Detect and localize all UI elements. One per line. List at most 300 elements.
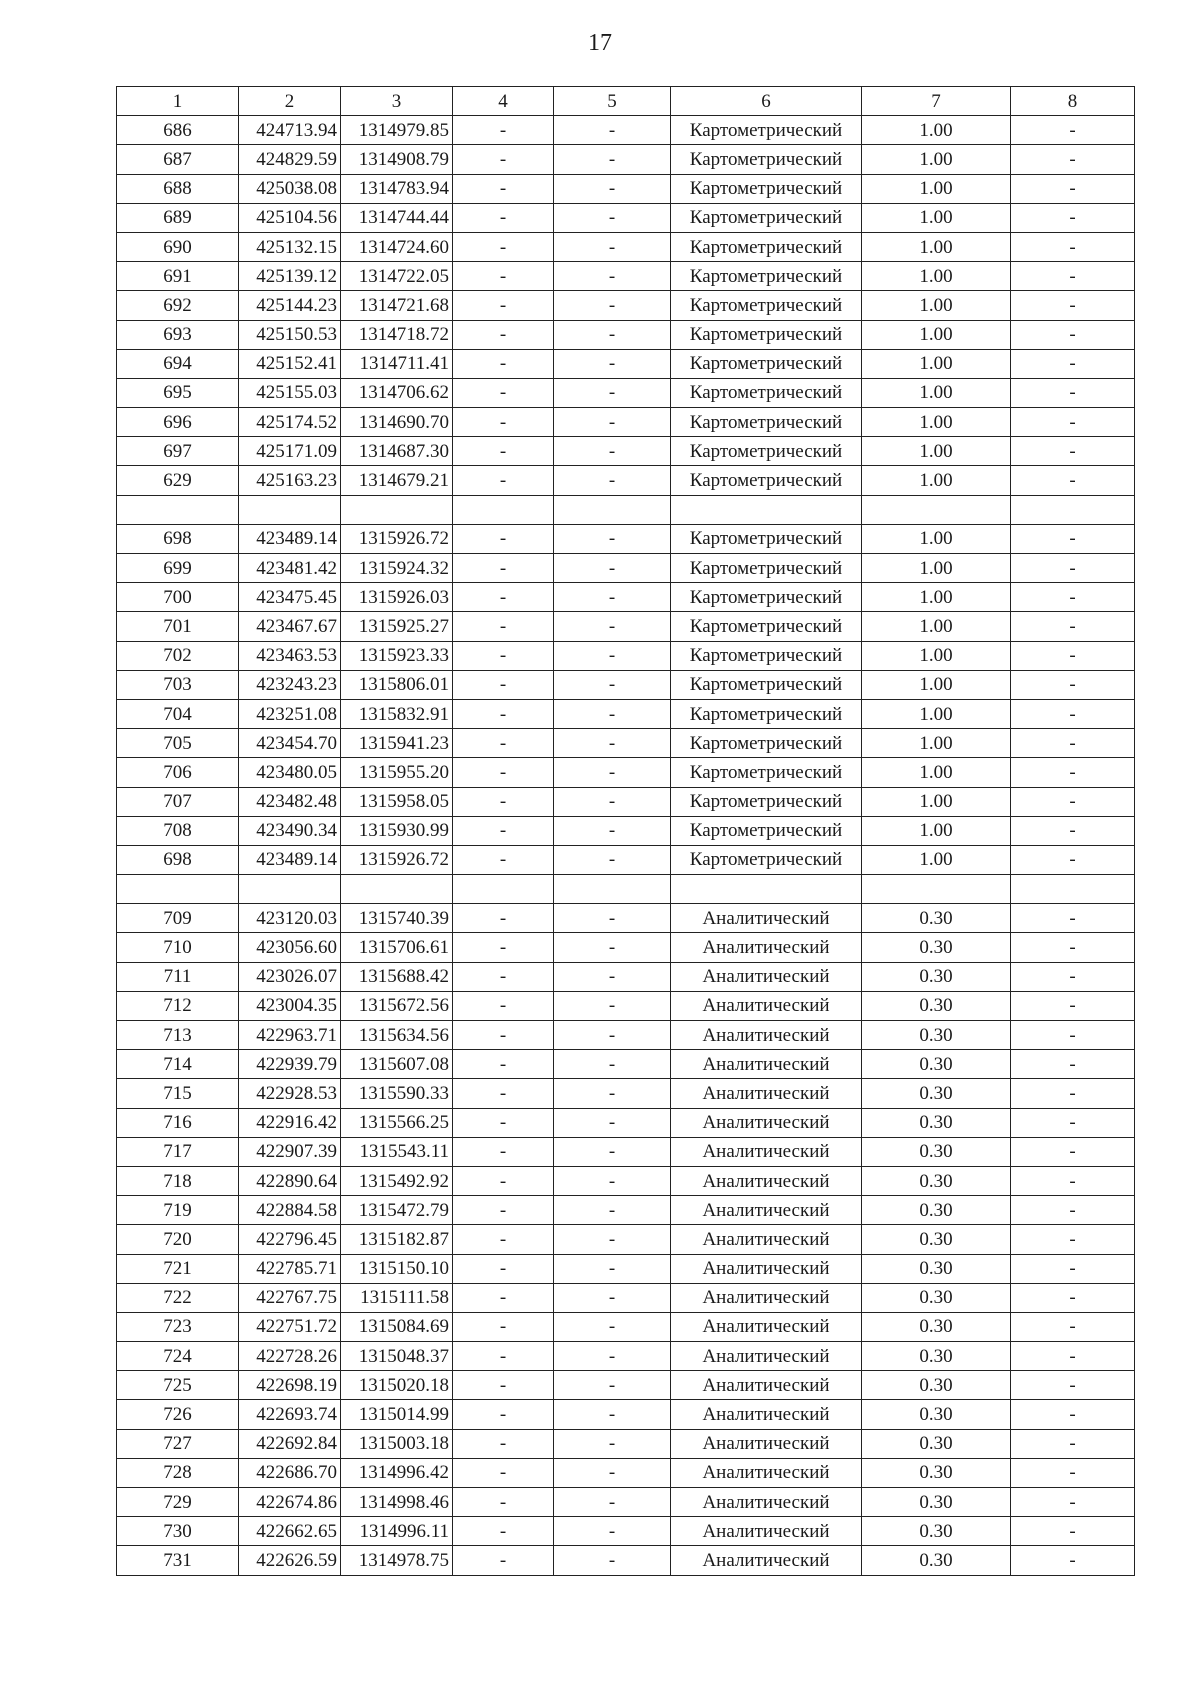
x-coordinate-cell: 425132.15 [239, 232, 341, 261]
accuracy-cell [862, 875, 1011, 904]
y-coordinate-cell: 1314996.42 [341, 1458, 453, 1487]
point-number-cell: 729 [117, 1488, 239, 1517]
x-coordinate-cell: 425139.12 [239, 262, 341, 291]
y-coordinate-cell: 1314706.62 [341, 378, 453, 407]
column-4-cell: - [453, 116, 554, 145]
column-5-cell: - [554, 699, 671, 728]
table-row [117, 583, 1135, 612]
point-number-cell: 721 [117, 1254, 239, 1283]
point-number-cell: 715 [117, 1079, 239, 1108]
y-coordinate-cell: 1314722.05 [341, 262, 453, 291]
accuracy-cell: 1.00 [862, 262, 1011, 291]
column-8-cell: - [1011, 758, 1135, 787]
y-coordinate-cell: 1315925.27 [341, 612, 453, 641]
column-5-cell: - [554, 1079, 671, 1108]
y-coordinate-cell: 1315182.87 [341, 1225, 453, 1254]
x-coordinate-cell: 425150.53 [239, 320, 341, 349]
column-4-cell: - [453, 232, 554, 261]
column-4-cell: - [453, 1021, 554, 1050]
method-cell: Аналитический [671, 1371, 862, 1400]
table-row [117, 291, 1135, 320]
y-coordinate-cell: 1315084.69 [341, 1312, 453, 1341]
column-8-cell: - [1011, 1283, 1135, 1312]
y-coordinate-cell: 1315832.91 [341, 699, 453, 728]
accuracy-cell: 0.30 [862, 1488, 1011, 1517]
table-row [117, 232, 1135, 261]
x-coordinate-cell: 423475.45 [239, 583, 341, 612]
point-number-cell: 695 [117, 378, 239, 407]
method-cell: Аналитический [671, 1400, 862, 1429]
column-4-cell: - [453, 1488, 554, 1517]
table-row [117, 1254, 1135, 1283]
column-5-cell: - [554, 845, 671, 874]
column-8-cell: - [1011, 524, 1135, 553]
method-cell: Аналитический [671, 1546, 862, 1575]
column-8-cell: - [1011, 1429, 1135, 1458]
y-coordinate-cell: 1315923.33 [341, 641, 453, 670]
column-8-cell: - [1011, 1400, 1135, 1429]
y-coordinate-cell: 1315926.72 [341, 845, 453, 874]
x-coordinate-cell [239, 495, 341, 524]
method-cell: Картометрический [671, 291, 862, 320]
x-coordinate-cell: 422692.84 [239, 1429, 341, 1458]
column-8-cell: - [1011, 1021, 1135, 1050]
column-8-cell [1011, 875, 1135, 904]
column-4-cell: - [453, 758, 554, 787]
x-coordinate-cell: 423026.07 [239, 962, 341, 991]
column-4-cell: - [453, 466, 554, 495]
column-8-cell: - [1011, 1108, 1135, 1137]
method-cell: Аналитический [671, 1312, 862, 1341]
accuracy-cell: 0.30 [862, 1021, 1011, 1050]
accuracy-cell: 1.00 [862, 816, 1011, 845]
method-cell: Картометрический [671, 145, 862, 174]
method-cell: Картометрический [671, 437, 862, 466]
accuracy-cell: 0.30 [862, 1342, 1011, 1371]
method-cell: Аналитический [671, 1108, 862, 1137]
accuracy-cell: 0.30 [862, 1196, 1011, 1225]
column-header: 4 [453, 87, 554, 116]
column-5-cell: - [554, 1166, 671, 1195]
column-8-cell: - [1011, 670, 1135, 699]
x-coordinate-cell: 423481.42 [239, 554, 341, 583]
point-number-cell: 703 [117, 670, 239, 699]
y-coordinate-cell: 1315806.01 [341, 670, 453, 699]
y-coordinate-cell [341, 875, 453, 904]
x-coordinate-cell: 422890.64 [239, 1166, 341, 1195]
method-cell: Картометрический [671, 378, 862, 407]
accuracy-cell: 0.30 [862, 1546, 1011, 1575]
column-5-cell: - [554, 116, 671, 145]
column-4-cell: - [453, 787, 554, 816]
column-8-cell: - [1011, 1079, 1135, 1108]
column-4-cell: - [453, 1225, 554, 1254]
x-coordinate-cell: 422785.71 [239, 1254, 341, 1283]
method-cell: Картометрический [671, 349, 862, 378]
point-number-cell: 730 [117, 1517, 239, 1546]
column-4-cell: - [453, 1429, 554, 1458]
column-4-cell [453, 495, 554, 524]
column-4-cell: - [453, 145, 554, 174]
column-8-cell [1011, 495, 1135, 524]
point-number-cell: 710 [117, 933, 239, 962]
accuracy-cell: 0.30 [862, 1254, 1011, 1283]
column-8-cell: - [1011, 1225, 1135, 1254]
x-coordinate-cell: 422662.65 [239, 1517, 341, 1546]
point-number-cell: 719 [117, 1196, 239, 1225]
table-row [117, 1050, 1135, 1079]
table-row [117, 1225, 1135, 1254]
point-number-cell: 691 [117, 262, 239, 291]
column-5-cell: - [554, 1312, 671, 1341]
method-cell: Картометрический [671, 670, 862, 699]
y-coordinate-cell: 1314996.11 [341, 1517, 453, 1546]
column-5-cell: - [554, 1196, 671, 1225]
table-row [117, 729, 1135, 758]
y-coordinate-cell: 1314721.68 [341, 291, 453, 320]
table-row [117, 1137, 1135, 1166]
column-4-cell: - [453, 1400, 554, 1429]
table-row [117, 612, 1135, 641]
column-8-cell: - [1011, 904, 1135, 933]
column-4-cell: - [453, 1458, 554, 1487]
column-5-cell: - [554, 262, 671, 291]
y-coordinate-cell: 1315941.23 [341, 729, 453, 758]
accuracy-cell: 1.00 [862, 116, 1011, 145]
point-number-cell: 709 [117, 904, 239, 933]
accuracy-cell: 1.00 [862, 845, 1011, 874]
x-coordinate-cell: 422698.19 [239, 1371, 341, 1400]
method-cell: Аналитический [671, 1342, 862, 1371]
y-coordinate-cell: 1314979.85 [341, 116, 453, 145]
method-cell: Картометрический [671, 524, 862, 553]
column-5-cell: - [554, 437, 671, 466]
method-cell: Картометрический [671, 232, 862, 261]
column-4-cell: - [453, 1137, 554, 1166]
method-cell: Картометрический [671, 699, 862, 728]
point-number-cell: 707 [117, 787, 239, 816]
point-number-cell: 716 [117, 1108, 239, 1137]
accuracy-cell: 0.30 [862, 1429, 1011, 1458]
method-cell: Картометрический [671, 729, 862, 758]
column-header: 3 [341, 87, 453, 116]
column-4-cell: - [453, 291, 554, 320]
table-row [117, 1488, 1135, 1517]
point-number-cell: 705 [117, 729, 239, 758]
method-cell [671, 875, 862, 904]
y-coordinate-cell: 1315926.72 [341, 524, 453, 553]
table-row [117, 145, 1135, 174]
column-4-cell [453, 875, 554, 904]
column-4-cell: - [453, 1312, 554, 1341]
column-4-cell: - [453, 1166, 554, 1195]
x-coordinate-cell [239, 875, 341, 904]
x-coordinate-cell: 422693.74 [239, 1400, 341, 1429]
column-8-cell: - [1011, 962, 1135, 991]
y-coordinate-cell: 1315472.79 [341, 1196, 453, 1225]
column-4-cell: - [453, 1342, 554, 1371]
column-8-cell: - [1011, 1312, 1135, 1341]
x-coordinate-cell: 422674.86 [239, 1488, 341, 1517]
point-number-cell: 723 [117, 1312, 239, 1341]
column-8-cell: - [1011, 232, 1135, 261]
method-cell: Аналитический [671, 1458, 862, 1487]
column-5-cell: - [554, 1342, 671, 1371]
y-coordinate-cell: 1315924.32 [341, 554, 453, 583]
column-4-cell: - [453, 262, 554, 291]
column-4-cell: - [453, 1517, 554, 1546]
y-coordinate-cell: 1315688.42 [341, 962, 453, 991]
x-coordinate-cell: 425155.03 [239, 378, 341, 407]
table-row [117, 758, 1135, 787]
column-4-cell: - [453, 1108, 554, 1137]
accuracy-cell: 0.30 [862, 1312, 1011, 1341]
accuracy-cell: 0.30 [862, 933, 1011, 962]
coordinates-table [116, 86, 1135, 1576]
column-5-cell: - [554, 174, 671, 203]
column-8-cell: - [1011, 378, 1135, 407]
column-5-cell: - [554, 1400, 671, 1429]
accuracy-cell [862, 495, 1011, 524]
table-row [117, 408, 1135, 437]
method-cell: Картометрический [671, 845, 862, 874]
method-cell: Картометрический [671, 203, 862, 232]
column-8-cell: - [1011, 1458, 1135, 1487]
point-number-cell: 713 [117, 1021, 239, 1050]
column-5-cell: - [554, 203, 671, 232]
column-5-cell: - [554, 408, 671, 437]
point-number-cell: 722 [117, 1283, 239, 1312]
table-row [117, 904, 1135, 933]
point-number-cell: 686 [117, 116, 239, 145]
point-number-cell: 687 [117, 145, 239, 174]
accuracy-cell: 1.00 [862, 612, 1011, 641]
y-coordinate-cell: 1315150.10 [341, 1254, 453, 1283]
column-5-cell: - [554, 641, 671, 670]
x-coordinate-cell: 425144.23 [239, 291, 341, 320]
column-4-cell: - [453, 349, 554, 378]
point-number-cell: 694 [117, 349, 239, 378]
column-8-cell: - [1011, 1254, 1135, 1283]
column-5-cell: - [554, 904, 671, 933]
column-8-cell: - [1011, 291, 1135, 320]
table-row [117, 349, 1135, 378]
column-4-cell: - [453, 408, 554, 437]
accuracy-cell: 1.00 [862, 378, 1011, 407]
column-8-cell: - [1011, 466, 1135, 495]
column-header: 8 [1011, 87, 1135, 116]
point-number-cell: 708 [117, 816, 239, 845]
point-number-cell: 702 [117, 641, 239, 670]
table-row [117, 320, 1135, 349]
method-cell: Картометрический [671, 466, 862, 495]
accuracy-cell: 0.30 [862, 1400, 1011, 1429]
column-4-cell: - [453, 203, 554, 232]
y-coordinate-cell: 1314998.46 [341, 1488, 453, 1517]
table-row [117, 1108, 1135, 1137]
point-number-cell: 689 [117, 203, 239, 232]
x-coordinate-cell: 422939.79 [239, 1050, 341, 1079]
y-coordinate-cell: 1315958.05 [341, 787, 453, 816]
page-number: 17 [588, 30, 612, 56]
accuracy-cell: 1.00 [862, 466, 1011, 495]
column-4-cell: - [453, 437, 554, 466]
method-cell: Аналитический [671, 1021, 862, 1050]
y-coordinate-cell: 1315930.99 [341, 816, 453, 845]
method-cell: Аналитический [671, 1079, 862, 1108]
method-cell: Аналитический [671, 991, 862, 1020]
column-5-cell: - [554, 145, 671, 174]
column-4-cell: - [453, 699, 554, 728]
column-4-cell: - [453, 583, 554, 612]
column-8-cell: - [1011, 116, 1135, 145]
column-8-cell: - [1011, 1488, 1135, 1517]
table-row [117, 845, 1135, 874]
x-coordinate-cell: 422963.71 [239, 1021, 341, 1050]
x-coordinate-cell: 422928.53 [239, 1079, 341, 1108]
accuracy-cell: 1.00 [862, 320, 1011, 349]
column-4-cell: - [453, 962, 554, 991]
x-coordinate-cell: 422728.26 [239, 1342, 341, 1371]
accuracy-cell: 0.30 [862, 1517, 1011, 1546]
point-number-cell: 690 [117, 232, 239, 261]
column-5-cell: - [554, 1021, 671, 1050]
column-5-cell: - [554, 816, 671, 845]
table-separator-row [117, 875, 1135, 904]
y-coordinate-cell: 1314690.70 [341, 408, 453, 437]
column-5-cell: - [554, 583, 671, 612]
column-5-cell: - [554, 758, 671, 787]
x-coordinate-cell: 423243.23 [239, 670, 341, 699]
accuracy-cell: 1.00 [862, 349, 1011, 378]
column-5-cell: - [554, 1050, 671, 1079]
column-8-cell: - [1011, 262, 1135, 291]
x-coordinate-cell: 422796.45 [239, 1225, 341, 1254]
y-coordinate-cell: 1314908.79 [341, 145, 453, 174]
column-5-cell: - [554, 1488, 671, 1517]
y-coordinate-cell: 1315003.18 [341, 1429, 453, 1458]
table-row [117, 1283, 1135, 1312]
y-coordinate-cell: 1315048.37 [341, 1342, 453, 1371]
column-8-cell: - [1011, 612, 1135, 641]
x-coordinate-cell: 423482.48 [239, 787, 341, 816]
accuracy-cell: 1.00 [862, 583, 1011, 612]
table-row [117, 174, 1135, 203]
column-5-cell: - [554, 291, 671, 320]
table-row [117, 670, 1135, 699]
table-row [117, 1546, 1135, 1575]
method-cell: Аналитический [671, 1283, 862, 1312]
column-8-cell: - [1011, 729, 1135, 758]
y-coordinate-cell: 1314718.72 [341, 320, 453, 349]
point-number-cell: 727 [117, 1429, 239, 1458]
column-header: 5 [554, 87, 671, 116]
column-header: 1 [117, 87, 239, 116]
accuracy-cell: 1.00 [862, 729, 1011, 758]
method-cell: Аналитический [671, 904, 862, 933]
column-8-cell: - [1011, 1342, 1135, 1371]
column-header: 2 [239, 87, 341, 116]
column-8-cell: - [1011, 845, 1135, 874]
method-cell: Картометрический [671, 816, 862, 845]
x-coordinate-cell: 424713.94 [239, 116, 341, 145]
method-cell: Картометрический [671, 787, 862, 816]
point-number-cell: 696 [117, 408, 239, 437]
accuracy-cell: 1.00 [862, 174, 1011, 203]
method-cell: Аналитический [671, 1166, 862, 1195]
x-coordinate-cell: 423120.03 [239, 904, 341, 933]
accuracy-cell: 0.30 [862, 991, 1011, 1020]
method-cell: Аналитический [671, 1254, 862, 1283]
column-5-cell: - [554, 320, 671, 349]
table-row [117, 116, 1135, 145]
column-header: 6 [671, 87, 862, 116]
point-number-cell: 711 [117, 962, 239, 991]
table-row [117, 1021, 1135, 1050]
method-cell [671, 495, 862, 524]
y-coordinate-cell: 1315590.33 [341, 1079, 453, 1108]
column-4-cell: - [453, 991, 554, 1020]
column-5-cell: - [554, 1137, 671, 1166]
table-row [117, 262, 1135, 291]
method-cell: Аналитический [671, 933, 862, 962]
x-coordinate-cell: 423490.34 [239, 816, 341, 845]
x-coordinate-cell: 422626.59 [239, 1546, 341, 1575]
column-5-cell: - [554, 991, 671, 1020]
x-coordinate-cell: 422767.75 [239, 1283, 341, 1312]
column-8-cell: - [1011, 1196, 1135, 1225]
column-8-cell: - [1011, 1371, 1135, 1400]
column-5-cell: - [554, 554, 671, 583]
column-8-cell: - [1011, 320, 1135, 349]
column-8-cell: - [1011, 554, 1135, 583]
column-8-cell: - [1011, 991, 1135, 1020]
accuracy-cell: 1.00 [862, 699, 1011, 728]
method-cell: Аналитический [671, 1225, 862, 1254]
y-coordinate-cell: 1314744.44 [341, 203, 453, 232]
table-row [117, 437, 1135, 466]
point-number-cell: 712 [117, 991, 239, 1020]
column-5-cell: - [554, 1517, 671, 1546]
accuracy-cell: 0.30 [862, 1371, 1011, 1400]
accuracy-cell: 0.30 [862, 904, 1011, 933]
y-coordinate-cell: 1315566.25 [341, 1108, 453, 1137]
point-number-cell: 697 [117, 437, 239, 466]
column-4-cell: - [453, 320, 554, 349]
method-cell: Аналитический [671, 962, 862, 991]
point-number-cell: 718 [117, 1166, 239, 1195]
column-4-cell: - [453, 641, 554, 670]
column-8-cell: - [1011, 1137, 1135, 1166]
table-row [117, 1312, 1135, 1341]
point-number-cell: 726 [117, 1400, 239, 1429]
accuracy-cell: 1.00 [862, 641, 1011, 670]
column-8-cell: - [1011, 583, 1135, 612]
accuracy-cell: 0.30 [862, 1166, 1011, 1195]
y-coordinate-cell: 1315955.20 [341, 758, 453, 787]
accuracy-cell: 0.30 [862, 1458, 1011, 1487]
y-coordinate-cell: 1314978.75 [341, 1546, 453, 1575]
column-4-cell: - [453, 524, 554, 553]
column-5-cell: - [554, 524, 671, 553]
point-number-cell: 717 [117, 1137, 239, 1166]
table-row [117, 1458, 1135, 1487]
table-row [117, 203, 1135, 232]
method-cell: Аналитический [671, 1429, 862, 1458]
column-5-cell: - [554, 466, 671, 495]
table-row [117, 1196, 1135, 1225]
column-8-cell: - [1011, 1517, 1135, 1546]
